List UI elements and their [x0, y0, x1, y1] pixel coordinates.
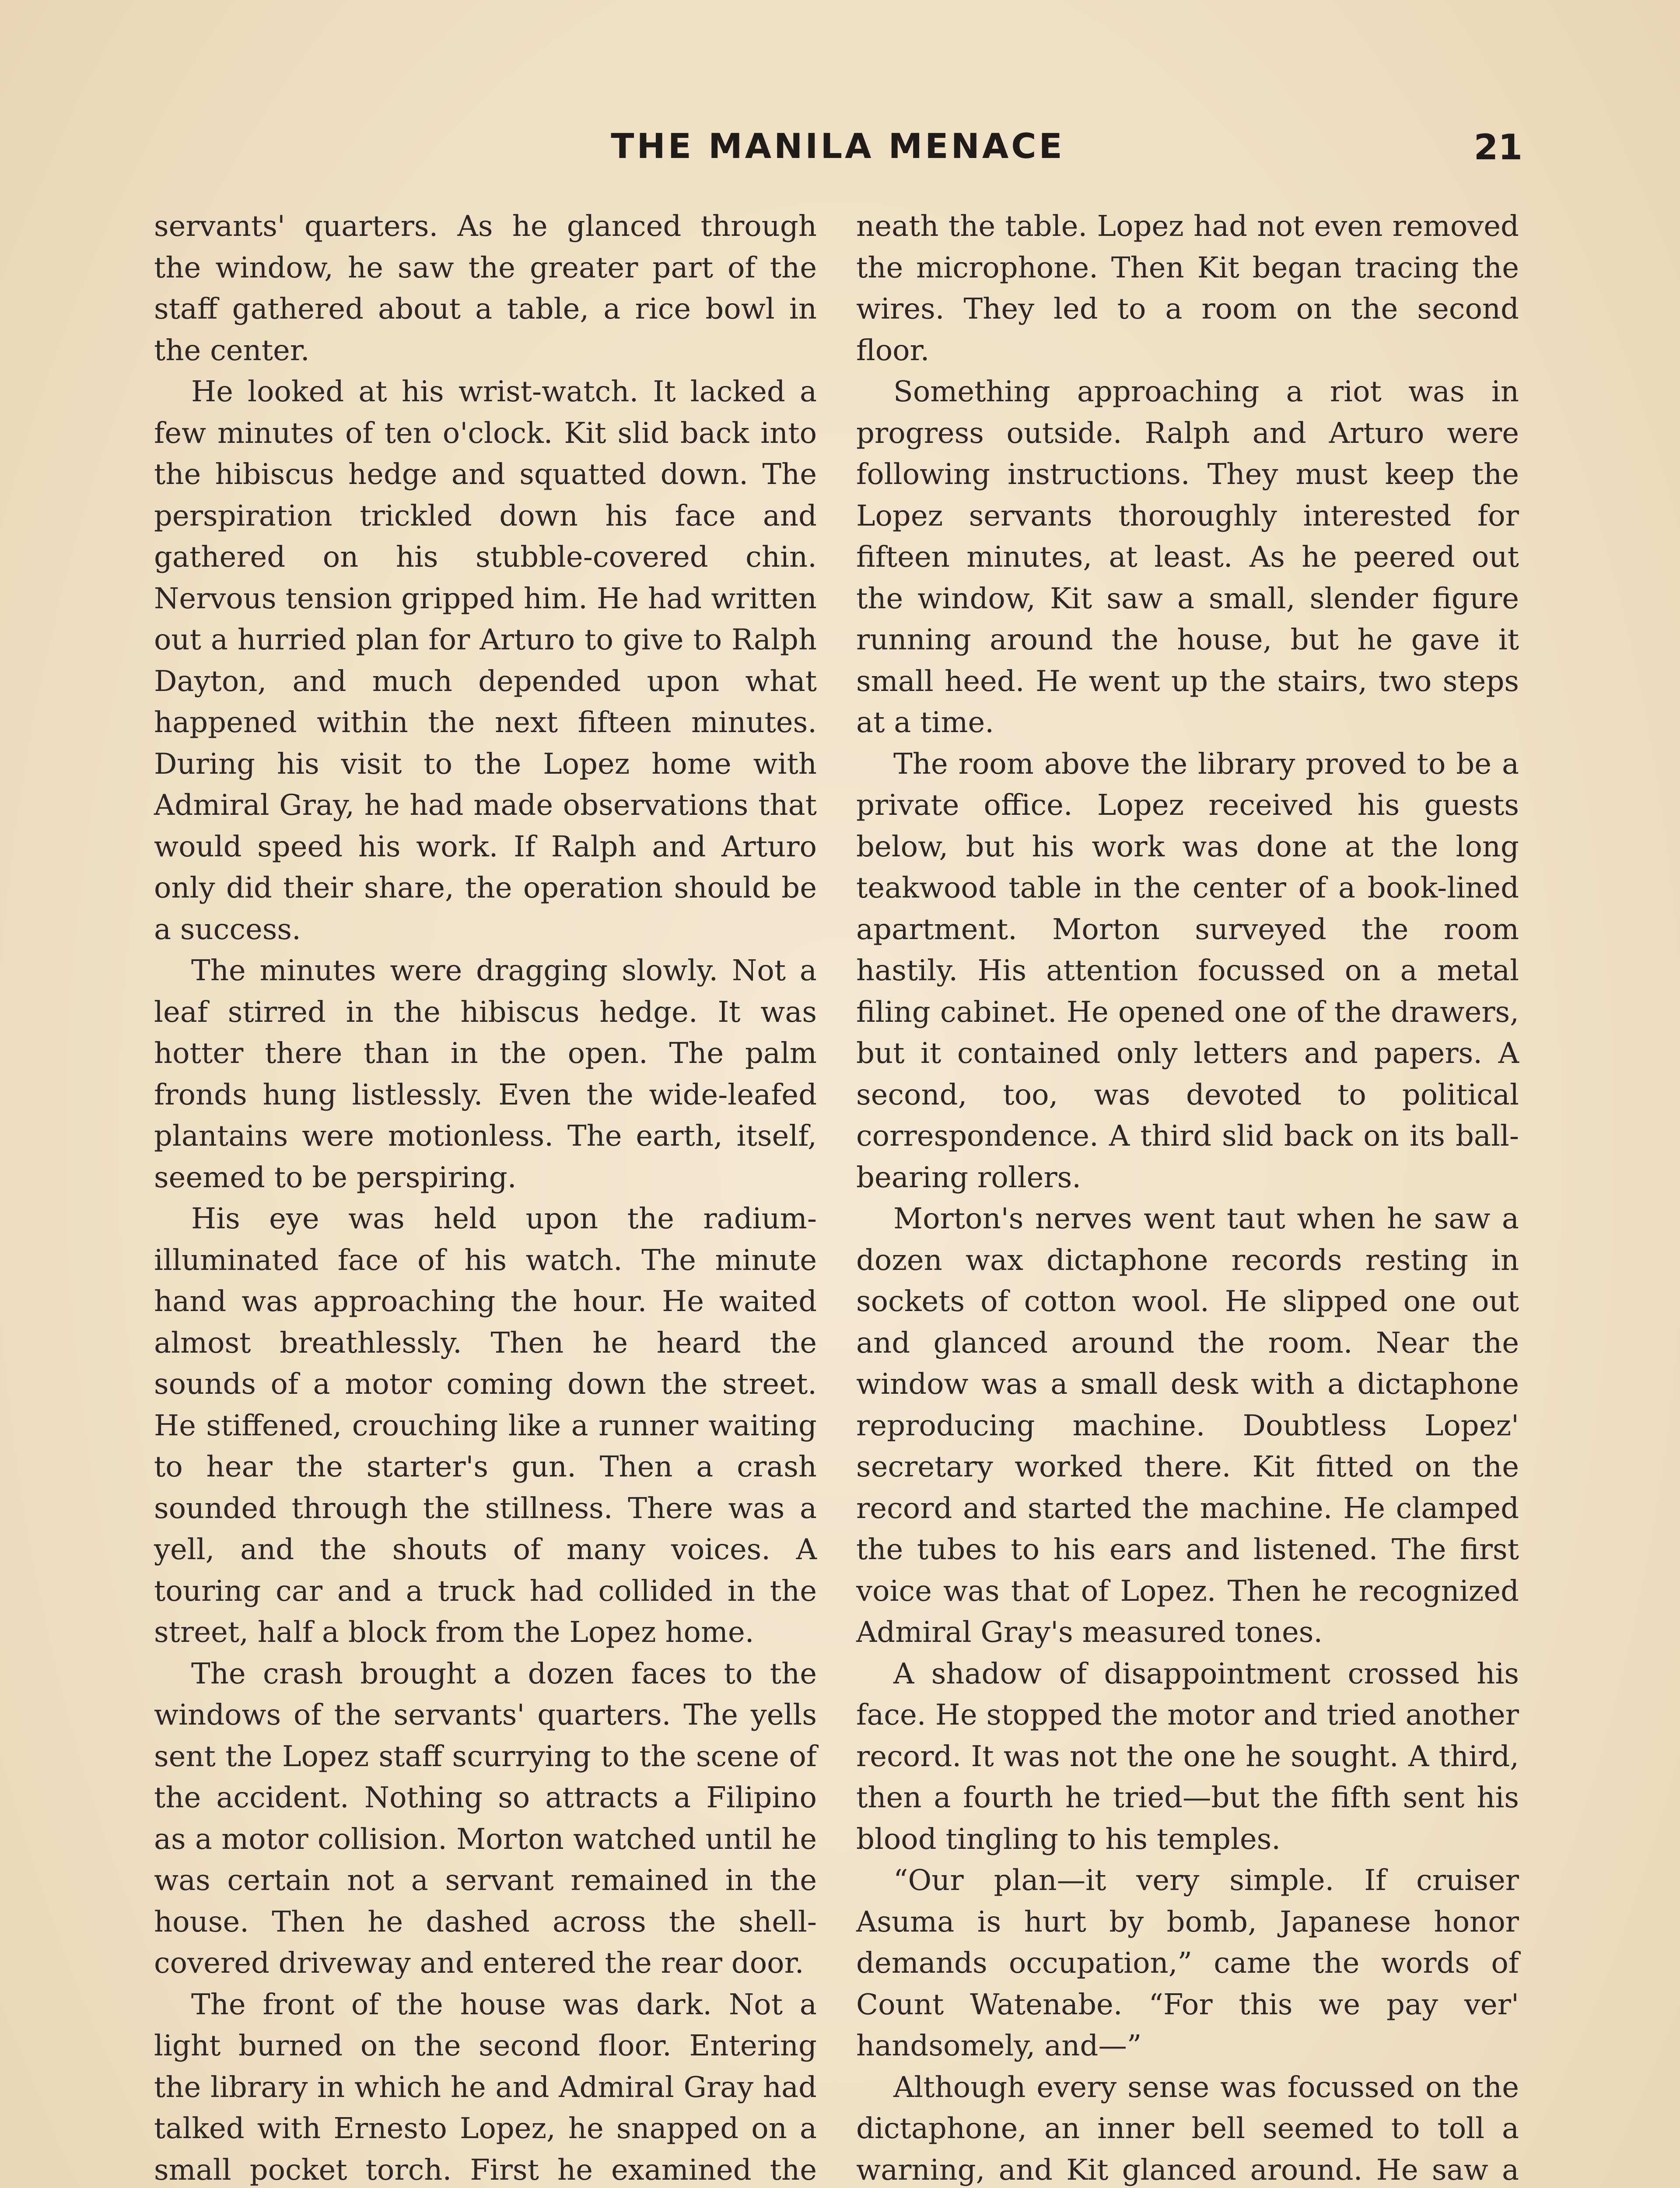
running-head — [153, 127, 1522, 175]
paragraph: Something approaching a riot was in progress outside. Ralph and Arturo were following instructions. They must keep the Lopez servants thoroughly interested for fifteen minutes, at least. As he peered out the window, Kit saw a small, slender figure running around the house, but he gave it small heed. He went up the stairs, two steps at a time. — [856, 375, 1519, 739]
paragraph: He looked at his wrist-watch. It lacked a few minutes of ten o'clock. Kit slid back into the hibiscus hedge and squatted down. The perspiration trickled down his face and gathered on his stubble-covered chin. Nervous tension gripped him. He had written out a hurried plan for Arturo to give to Ralph Dayton, and much depended upon what happened within the next fifteen minutes. During his visit to the Lopez home with Admiral Gray, he had made observations that would speed his work. If Ralph and Arturo only did their share, the operation should be a success. — [154, 375, 817, 946]
page-number: 21 — [1474, 127, 1522, 168]
paragraph: Morton's nerves went taut when he saw a dozen wax dictaphone records resting in sockets of cotton wool. He slipped one out and glanced around the room. Near the window was a small desk with a dictaphone reproducing machine. Doubtless Lopez' secretary worked there. Kit fitted on the record and started the machine. He clamped the tubes to his ears and listened. The first voice was that of Lopez. Then he recognized Admiral Gray's measured tones. — [856, 1202, 1519, 1649]
paragraph: “Our plan—it very simple. If cruiser Asuma is hurt by bomb, Japanese honor demands occupation,” came the words of Count Watenabe. “For this we pay ver' handsomely, and—” — [856, 1864, 1519, 2062]
paragraph: The crash brought a dozen faces to the windows of the servants' quarters. The yells sent the Lopez staff scurrying to the scene of the accident. Nothing so attracts a Filipino as a motor collision. Morton watched until he was certain not a servant remained in the house. Then he dashed across the shell-covered driveway and entered the rear door. — [154, 1657, 817, 1980]
paragraph: A shadow of disappointment crossed his face. He stopped the motor and tried another record. It was not the one he sought. A third, then a fourth he tried—but the fifth sent his blood tingling to his temples. — [856, 1657, 1519, 1856]
running-title: THE MANILA MENACE — [611, 127, 1065, 166]
paragraph: His eye was held upon the radium-illuminated face of his watch. The minute hand was approaching the hour. He waited almost breathlessly. Then he heard the sounds of a motor coming down the street. He stiffened, crouching like a runner waiting to hear the starter's gun. Then a crash sounded through the stillness. There was a yell, and the shouts of many voices. A touring car and a truck had collided in the street, half a block from the Lopez home. — [154, 1202, 817, 1649]
paragraph: The room above the library proved to be a private office. Lopez received his guests below, but his work was done at the long teakwood table in the center of a book-lined apartment. Morton surveyed the room hastily. His attention focussed on a metal filing cabinet. He opened one of the drawers, but it contained only letters and papers. A second, too, was devoted to political correspondence. A third slid back on its ball-bearing rollers. — [856, 747, 1519, 1194]
paragraph: The minutes were dragging slowly. Not a leaf stirred in the hibiscus hedge. It was hotter there than in the open. The palm fronds hung listlessly. Even the wide-leafed plantains were motionless. The earth, itself, seemed to be perspiring. — [154, 954, 817, 1194]
paragraph: neath the table. Lopez had not even removed the microphone. Then Kit began tracing the wires. They led to a room on the second floor. — [856, 210, 1519, 367]
right-column — [856, 206, 1519, 2188]
paragraph: The front of the house was dark. Not a light burned on the second floor. Entering the library in which he and Admiral Gray had talked with Ernesto Lopez, he snapped on a small pocket torch. First he examined the — [154, 1988, 817, 2187]
paragraph: Although every sense was focussed on the dictaphone, an inner bell seemed to toll a warning, and Kit glanced around. He saw a — [856, 2070, 1519, 2187]
left-column — [154, 206, 817, 2188]
paragraph: servants' quarters. As he glanced through the window, he saw the greater part of the staff gathered about a table, a rice bowl in the center. — [154, 210, 817, 367]
